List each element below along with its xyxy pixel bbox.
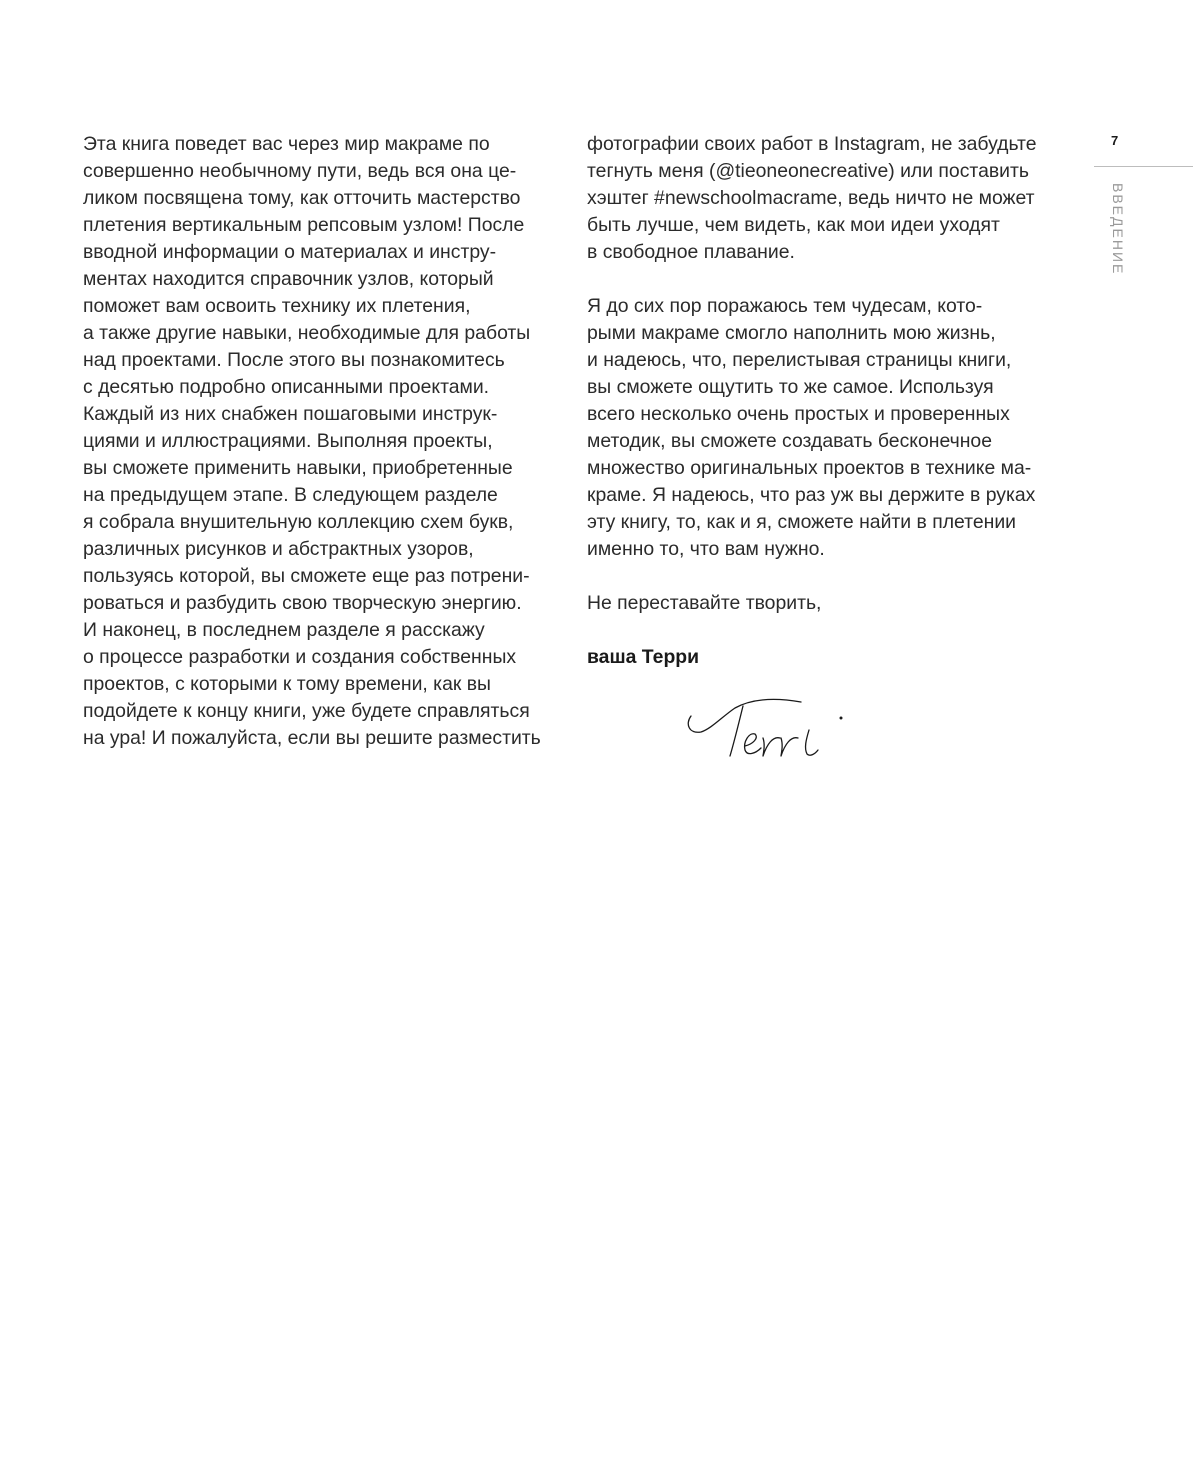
text-line: именно то, что вам нужно. [587, 538, 825, 560]
text-line: на ура! И пожалуйста, если вы решите разместить [83, 727, 541, 749]
text-line: плетения вертикальным репсовым узлом! После [83, 214, 525, 236]
paragraph-instagram [587, 131, 1057, 266]
text-line: циями и иллюстрациями. Выполняя проекты, [83, 430, 493, 452]
text-line: фотографии своих работ в Instagram, не забудьте [587, 133, 1037, 155]
text-line: ментах находится справочник узлов, который [83, 268, 494, 290]
text-line: над проектами. После этого вы познакомитесь [83, 349, 505, 371]
text-line: на предыдущем этапе. В следующем разделе [83, 484, 498, 506]
text-line: Каждый из них снабжен пошаговыми инструк- [83, 403, 498, 425]
page-number: 7 [1111, 133, 1119, 148]
text-line: множество оригинальных проектов в технике ма- [587, 457, 1032, 479]
section-title: ВВЕДЕНИЕ [1110, 183, 1126, 276]
text-line: краме. Я надеюсь, что раз уж вы держите в руках [587, 484, 1036, 506]
text-line: рыми макраме смогло наполнить мою жизнь, [587, 322, 996, 344]
right-text-column [587, 131, 1057, 671]
text-line: эту книгу, то, как и я, сможете найти в плетении [587, 511, 1016, 533]
text-line: с десятью подробно описанными проектами. [83, 376, 490, 398]
text-line: вводной информации о материалах и инстру- [83, 241, 497, 263]
left-text-column [83, 131, 553, 752]
text-line: И наконец, в последнем разделе я расскажу [83, 619, 485, 641]
text-line: методик, вы сможете создавать бесконечное [587, 430, 992, 452]
text-line: вы сможете ощутить то же самое. Используя [587, 376, 994, 398]
text-line: Эта книга поведет вас через мир макраме по [83, 133, 490, 155]
text-line: подойдете к концу книги, уже будете справляться [83, 700, 530, 722]
text-line: совершенно необычному пути, ведь вся она це- [83, 160, 517, 182]
text-line: в свободное плавание. [587, 241, 795, 263]
text-line: хэштег #newschoolmacrame, ведь ничто не может [587, 187, 1035, 209]
paragraph-gap [587, 617, 1057, 644]
closing-line: Не переставайте творить, [587, 592, 822, 614]
text-line: роваться и разбудить свою творческую энергию. [83, 592, 522, 614]
text-line: а также другие навыки, необходимые для работы [83, 322, 531, 344]
text-line: и надеюсь, что, перелистывая страницы книги, [587, 349, 1012, 371]
text-line: Я до сих пор поражаюсь тем чудесам, кото- [587, 295, 983, 317]
handwritten-signature [683, 694, 853, 764]
paragraph-gap [587, 266, 1057, 293]
text-line: всего несколько очень простых и проверенных [587, 403, 1010, 425]
text-line: быть лучше, чем видеть, как мои идеи уходят [587, 214, 1000, 236]
text-line: вы сможете применить навыки, приобретенные [83, 457, 513, 479]
text-line: различных рисунков и абстрактных узоров, [83, 538, 474, 560]
text-line: поможет вам освоить технику их плетения, [83, 295, 471, 317]
author-sign-name: ваша Терри [587, 646, 700, 668]
text-line: проектов, с которыми к тому времени, как вы [83, 673, 491, 695]
text-line: тегнуть меня (@tieoneonecreative) или поставить [587, 160, 1029, 182]
text-line: пользуясь которой, вы сможете еще раз потрени- [83, 565, 530, 587]
text-line: о процессе разработки и создания собственных [83, 646, 517, 668]
text-line: ликом посвящена тому, как отточить мастерство [83, 187, 521, 209]
paragraph-wonders [587, 293, 1057, 563]
paragraph-gap [587, 563, 1057, 590]
side-divider [1094, 166, 1193, 167]
text-line: я собрала внушительную коллекцию схем букв, [83, 511, 514, 533]
